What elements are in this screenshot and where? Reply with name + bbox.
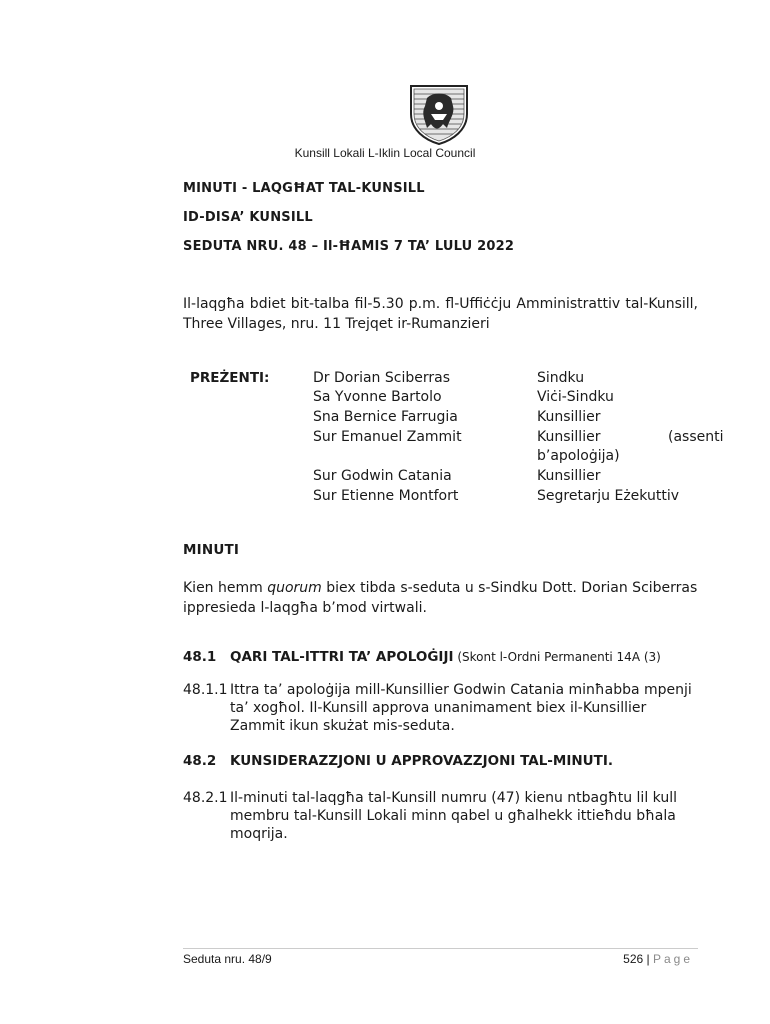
footer-session: Seduta nru. 48/9: [183, 952, 272, 966]
member-name: Dr Dorian Sciberras: [313, 370, 450, 386]
minutes-heading: MINUTI: [183, 542, 240, 558]
member-name: Sur Emanuel Zammit: [313, 429, 462, 445]
quorum-term: quorum: [267, 580, 322, 596]
member-name: Sna Bernice Farrugia: [313, 409, 458, 425]
document-title: MINUTI - LAQGĦAT TAL-KUNSILL: [183, 181, 425, 196]
council-name: Kunsill Lokali L-Iklin Local Council: [294, 146, 476, 160]
member-absence-note-cont: b’apoloġija): [537, 448, 620, 464]
council-term: ID-DISA’ KUNSILL: [183, 210, 313, 225]
council-crest-icon: [409, 84, 469, 146]
member-role: Segretarju Eżekuttiv: [537, 488, 679, 504]
session-title: SEDUTA NRU. 48 – Il-ĦAMIS 7 TA’ LULU 2022: [183, 239, 515, 254]
present-label: PREŻENTI:: [190, 370, 270, 386]
list-item: 48.1.1 Ittra ta’ apoloġija mill-Kunsillier Godwin Catania minħabba mpenji ta’ xogħol. Il-Kunsill approva unanimament biex il-Kunsillier Zammit ikun skużat mis-seduta.: [183, 682, 692, 734]
member-name: Sa Yvonne Bartolo: [313, 389, 442, 405]
member-role: Kunsillier: [537, 429, 601, 445]
member-role: Viċi-Sindku: [537, 389, 614, 405]
list-item: 48.2.1 Il-minuti tal-laqgħa tal-Kunsill numru (47) kienu ntbagħtu lil kull membru tal-Kunsill Lokali minn qabel u għalhekk ittieħdu bħala moqrija.: [183, 790, 677, 842]
section-heading: 48.1 QARI TAL-ITTRI TA’ APOLOĠIJI (Skont l-Ordni Permanenti 14A (3): [183, 649, 661, 665]
minutes-paragraph: Kien hemm quorum biex tibda s-seduta u s-Sindku Dott. Dorian Sciberras ippresieda l-laqgħa b’mod virtwali.: [183, 580, 698, 616]
footer-divider: [183, 948, 698, 949]
member-role: Kunsillier: [537, 468, 601, 484]
member-role: Kunsillier: [537, 409, 601, 425]
footer-page-number: 526 | Page: [623, 952, 693, 966]
section-heading: 48.2 KUNSIDERAZZJONI U APPROVAZZJONI TAL-MINUTI.: [183, 753, 613, 769]
member-name: Sur Etienne Montfort: [313, 488, 459, 504]
member-absence-note: (assenti: [668, 429, 724, 445]
member-name: Sur Godwin Catania: [313, 468, 452, 484]
intro-paragraph: Il-laqgħa bdiet bit-talba fil-5.30 p.m. fl-Uffiċċju Amministrattiv tal-Kunsill, Three Villages, nru. 11 Trejqet ir-Rumanzieri: [183, 296, 698, 332]
member-role: Sindku: [537, 370, 585, 386]
